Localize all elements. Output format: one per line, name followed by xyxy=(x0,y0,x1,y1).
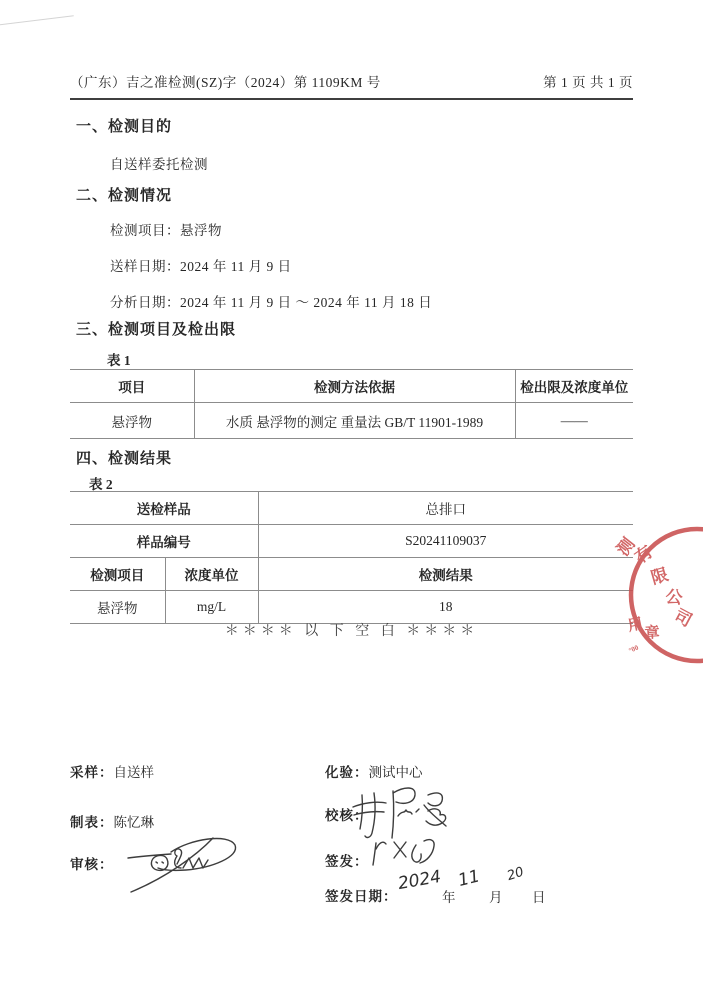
table-row xyxy=(70,591,633,624)
stamp-char: 限 xyxy=(648,564,671,588)
t1-cell-item: 悬浮物 xyxy=(70,403,194,439)
review-label: 审核： xyxy=(70,857,114,872)
table-row xyxy=(70,558,633,591)
table-row xyxy=(70,403,633,439)
stamp-inner-char: 章 xyxy=(644,624,661,642)
issue-date-label: 签发日期： xyxy=(325,889,398,904)
table-2 xyxy=(70,491,633,624)
issue-date-year-unit: 年 xyxy=(442,890,456,905)
lab-value: 测试中心 xyxy=(368,765,423,780)
issue-date-year-handwritten: 2024 xyxy=(396,866,443,894)
scan-artifact xyxy=(0,15,74,25)
table-row xyxy=(70,370,633,403)
issue-date-day-handwritten: 20 xyxy=(505,864,526,884)
test-item-line: 检测项目：悬浮物 xyxy=(110,223,222,238)
sampling-label: 采样： xyxy=(70,765,114,780)
stamp-inner-char: 用 xyxy=(626,616,645,635)
table-2-label: 表 2 xyxy=(89,477,113,492)
stamp-small-text: °00 xyxy=(627,643,640,655)
section-3-title: 三、检测项目及检出限 xyxy=(76,322,237,338)
t2-sample-label: 送检样品 xyxy=(70,492,258,525)
t2-cell-item: 悬浮物 xyxy=(70,591,165,624)
issue-line xyxy=(325,850,369,870)
analysis-date-line: 分析日期：2024 年 11 月 9 日 ～ 2024 年 11 月 18 日 xyxy=(110,295,433,310)
table-row xyxy=(70,525,633,558)
issue-signature xyxy=(368,836,448,870)
t2-header-item: 检测项目 xyxy=(70,558,165,591)
section-1-title: 一、检测目的 xyxy=(76,119,173,135)
table-row xyxy=(70,492,633,525)
t1-header-method: 检测方法依据 xyxy=(194,370,515,403)
issue-date-month-unit: 月 xyxy=(489,890,503,905)
t1-header-limit: 检出限及浓度单位 xyxy=(515,370,633,403)
t1-cell-method: 水质 悬浮物的测定 重量法 GB/T 11901-1989 xyxy=(194,403,515,439)
section-1-content: 自送样委托检测 xyxy=(110,157,208,172)
check-line xyxy=(325,804,369,824)
tabulation-value: 陈忆琳 xyxy=(113,815,154,830)
issue-date-line xyxy=(325,885,398,905)
section-2-title: 二、检测情况 xyxy=(76,188,173,204)
stamp-ring xyxy=(631,529,703,661)
table-1 xyxy=(70,369,633,439)
t2-cell-result: 18 xyxy=(258,591,633,624)
issue-date-day-unit: 日 xyxy=(532,890,546,905)
t1-header-item: 项目 xyxy=(70,370,194,403)
check-label: 校核： xyxy=(325,808,369,823)
issue-date-month-handwritten: 11 xyxy=(456,866,482,891)
t2-header-result: 检测结果 xyxy=(258,558,633,591)
section-4-title: 四、检测结果 xyxy=(76,451,173,467)
sampling-line xyxy=(70,761,154,781)
issue-label: 签发： xyxy=(325,854,369,869)
t2-header-unit: 浓度单位 xyxy=(165,558,258,591)
table-1-label: 表 1 xyxy=(107,353,131,368)
sample-date-line: 送样日期：2024 年 11 月 9 日 xyxy=(110,259,292,274)
tabulation-line xyxy=(70,811,154,831)
review-line xyxy=(70,853,114,873)
doc-number: （广东）吉之准检测(SZ)字（2024）第 1109KM 号 xyxy=(70,75,381,90)
lab-label: 化验： xyxy=(325,765,369,780)
page-header xyxy=(70,71,633,100)
blank-below-note: ＊＊＊＊ 以 下 空 白 ＊＊＊＊ xyxy=(224,624,479,639)
stamp-char: 公 xyxy=(664,587,684,608)
stamp-char: 有 xyxy=(631,541,657,568)
t2-sampleno-label: 样品编号 xyxy=(70,525,258,558)
tabulation-label: 制表： xyxy=(70,815,114,830)
t2-sample-value: 总排口 xyxy=(258,492,633,525)
review-signature xyxy=(95,828,245,898)
stamp-char: 司 xyxy=(671,605,696,631)
stamp-char: 测 xyxy=(613,534,639,560)
sampling-value: 自送样 xyxy=(113,765,154,780)
page-count: 第 1 页 共 1 页 xyxy=(543,75,633,90)
lab-line xyxy=(325,761,423,781)
t1-cell-limit: —— xyxy=(515,403,633,439)
t2-sampleno-value: S20241109037 xyxy=(258,525,633,558)
t2-cell-unit: mg/L xyxy=(165,591,258,624)
